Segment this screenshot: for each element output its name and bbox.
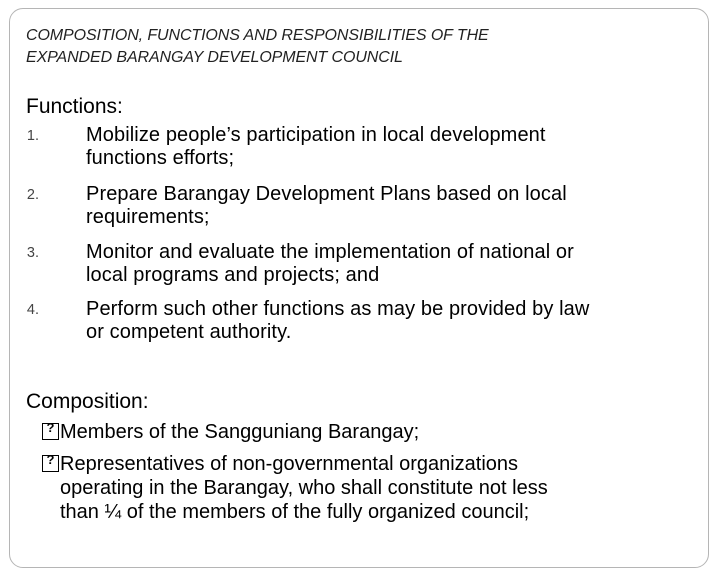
functions-list-item xyxy=(0,298,720,358)
functions-heading: Functions: xyxy=(26,95,123,118)
list-item-line: Members of the Sangguniang Barangay; xyxy=(60,421,420,443)
list-item-line: Monitor and evaluate the implementation of national or xyxy=(86,241,574,263)
slide-title xyxy=(26,25,666,69)
missing-glyph-bullet-icon xyxy=(42,455,59,472)
list-item-line: local programs and projects; and xyxy=(86,264,380,286)
list-item-line: requirements; xyxy=(86,206,210,228)
list-item-line: than ¼ of the members of the fully organized council; xyxy=(60,501,530,523)
list-number: 2. xyxy=(26,187,39,203)
composition-heading: Composition: xyxy=(26,390,149,413)
list-number: 3. xyxy=(26,245,39,261)
list-item-line: operating in the Barangay, who shall constitute not less xyxy=(60,477,548,499)
functions-list-item xyxy=(0,124,720,184)
functions-list-item xyxy=(0,241,720,301)
list-item-line: or competent authority. xyxy=(86,321,292,343)
list-item-text xyxy=(60,420,700,444)
functions-list-item xyxy=(0,183,720,243)
list-item-text xyxy=(86,124,696,170)
list-item-text xyxy=(60,452,700,524)
list-item-line: Perform such other functions as may be provided by law xyxy=(86,298,590,320)
slide-title-line-2: EXPANDED BARANGAY DEVELOPMENT COUNCIL xyxy=(26,49,403,66)
list-item-line: Representatives of non-governmental organizations xyxy=(60,453,519,475)
list-item-line: functions efforts; xyxy=(86,147,235,169)
list-item-text xyxy=(86,241,696,287)
list-number: 4. xyxy=(26,302,39,318)
missing-glyph-bullet-icon xyxy=(42,423,59,440)
list-item-text xyxy=(86,298,696,344)
list-item-text xyxy=(86,183,696,229)
list-item-line: Prepare Barangay Development Plans based on local xyxy=(86,183,567,205)
list-item-line: Mobilize people’s participation in local development xyxy=(86,124,546,146)
list-number: 1. xyxy=(26,128,39,144)
slide-title-line-1: COMPOSITION, FUNCTIONS AND RESPONSIBILITIES OF THE xyxy=(26,27,489,44)
